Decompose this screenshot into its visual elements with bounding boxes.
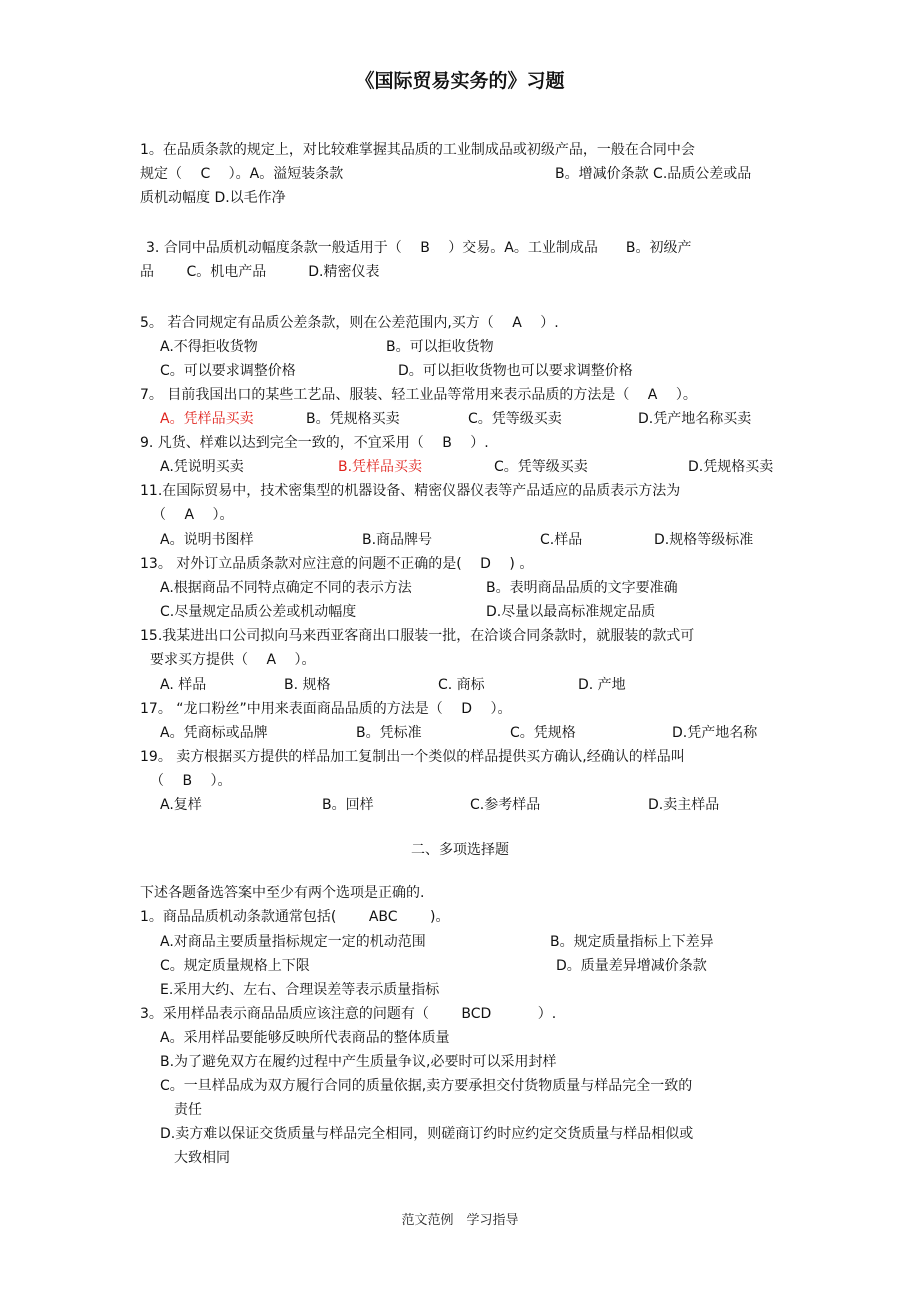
mq1-stem: 1。商品品质机动条款通常包括( ABC )。 — [140, 909, 450, 925]
q19-option-b: B。回样 — [322, 797, 374, 813]
mq3-option-d-line1: D.卖方难以保证交货质量与样品完全相同，则磋商订约时应约定交货质量与样品相似或 — [160, 1126, 694, 1142]
q19-line1: 19。 卖方根据买方提供的样品加工复制出一个类似的样品提供买方确认,经确认的样品叫 — [140, 749, 685, 765]
mq1-option-b: B。规定质量指标上下差异 — [550, 934, 714, 950]
q13-option-c: C.尽量规定品质公差或机动幅度 — [160, 604, 357, 620]
q13-option-d: D.尽量以最高标准规定品质 — [486, 604, 656, 620]
q17-stem: 17。 “龙口粉丝”中用来表面商品品质的方法是（ D ）。 — [140, 701, 512, 717]
mq1-option-d: D。质量差异增减价条款 — [556, 958, 707, 974]
q19-option-a: A.复样 — [160, 797, 202, 813]
q1-line3: 质机动幅度 D.以毛作净 — [140, 190, 286, 206]
q15-option-d: D. 产地 — [578, 677, 626, 693]
q13-option-b: B。表明商品品质的文字要准确 — [486, 580, 678, 596]
q5-stem: 5。 若合同规定有品质公差条款，则在公差范围内,买方（ A ）. — [140, 315, 559, 331]
q17-option-b: B。凭标准 — [356, 725, 422, 741]
q9-stem: 9. 凡货、样难以达到完全一致的，不宜采用（ B ）. — [140, 435, 489, 451]
q5-option-c: C。可以要求调整价格 — [160, 363, 296, 379]
q5-option-b: B。可以拒收货物 — [386, 339, 494, 355]
q15-line1: 15.我某进出口公司拟向马来西亚客商出口服装一批，在洽谈合同条款时，就服装的款式可 — [140, 628, 695, 644]
q9-option-a: A.凭说明买卖 — [160, 459, 244, 475]
q1-line2-left: 规定（ C ）。A。溢短装条款 — [140, 166, 344, 182]
mq3-stem: 3。采用样品表示商品品质应该注意的问题有（ BCD ）. — [140, 1006, 557, 1022]
q15-line2: 要求买方提供（ A ）。 — [150, 652, 316, 668]
mq3-option-c-line1: C。一旦样品成为双方履行合同的质量依据,卖方要承担交付货物质量与样品完全一致的 — [160, 1078, 693, 1094]
q7-option-b: B。凭规格买卖 — [306, 411, 400, 427]
q19-option-d: D.卖主样品 — [648, 797, 720, 813]
q7-option-a: A。凭样品买卖 — [160, 411, 254, 427]
q7-option-d: D.凭产地名称买卖 — [638, 411, 752, 427]
section-intro: 下述各题备选答案中至少有两个选项是正确的. — [140, 885, 425, 901]
q17-option-c: C。凭规格 — [510, 725, 576, 741]
page-footer: 范文范例 学习指导 — [401, 1213, 519, 1228]
q15-option-b: B. 规格 — [284, 677, 331, 693]
mq3-option-d-line2: 大致相同 — [174, 1150, 230, 1166]
q17-option-d: D.凭产地名称 — [672, 725, 758, 741]
q7-stem: 7。 目前我国出口的某些工艺品、服装、轻工业品等常用来表示品质的方法是（ A ）。 — [140, 387, 697, 403]
q19-line2: （ B ）。 — [150, 773, 232, 789]
q1-line2-right: B。增减价条款 C.品质公差或品 — [555, 166, 752, 182]
q9-option-d: D.凭规格买卖 — [688, 459, 774, 475]
q19-option-c: C.参考样品 — [470, 797, 541, 813]
mq1-option-a: A.对商品主要质量指标规定一定的机动范围 — [160, 934, 426, 950]
q7-option-c: C。凭等级买卖 — [468, 411, 562, 427]
q13-option-a: A.根据商品不同特点确定不同的表示方法 — [160, 580, 412, 596]
q11-option-a: A。说明书图样 — [160, 532, 254, 548]
mq1-option-c: C。规定质量规格上下限 — [160, 958, 310, 974]
q15-option-a: A. 样品 — [160, 677, 207, 693]
q11-option-d: D.规格等级标准 — [654, 532, 754, 548]
q15-option-c: C. 商标 — [438, 677, 485, 693]
q5-option-d: D。可以拒收货物也可以要求调整价格 — [398, 363, 633, 379]
mq3-option-a: A。采用样品要能够反映所代表商品的整体质量 — [160, 1030, 450, 1046]
q9-option-c: C。凭等级买卖 — [494, 459, 588, 475]
q17-option-a: A。凭商标或品牌 — [160, 725, 268, 741]
q13-stem: 13。 对外订立品质条款对应注意的问题不正确的是( D ) 。 — [140, 556, 534, 572]
mq3-option-b: B.为了避免双方在履约过程中产生质量争议,必要时可以采用封样 — [160, 1054, 557, 1070]
q3-line2: 品 C。机电产品 D.精密仪表 — [140, 264, 380, 280]
q11-option-c: C.样品 — [540, 532, 583, 548]
q11-line1: 11.在国际贸易中，技术密集型的机器设备、精密仪器仪表等产品适应的品质表示方法为 — [140, 483, 681, 499]
section-heading: 二、多项选择题 — [411, 842, 509, 858]
document-title: 《国际贸易实务的》习题 — [355, 70, 565, 92]
q5-option-a: A.不得拒收货物 — [160, 339, 258, 355]
q11-option-b: B.商品牌号 — [362, 532, 433, 548]
q3-line1: 3. 合同中品质机动幅度条款一般适用于（ B ）交易。A。工业制成品 B。初级产 — [146, 240, 692, 256]
q11-line2: （ A ）。 — [152, 507, 234, 523]
q9-option-b: B.凭样品买卖 — [338, 459, 423, 475]
q1-line1: 1。在品质条款的规定上，对比较难掌握其品质的工业制成品或初级产品，一般在合同中会 — [140, 142, 695, 158]
mq1-option-e: E.采用大约、左右、合理误差等表示质量指标 — [160, 982, 440, 998]
mq3-option-c-line2: 责任 — [174, 1102, 202, 1118]
